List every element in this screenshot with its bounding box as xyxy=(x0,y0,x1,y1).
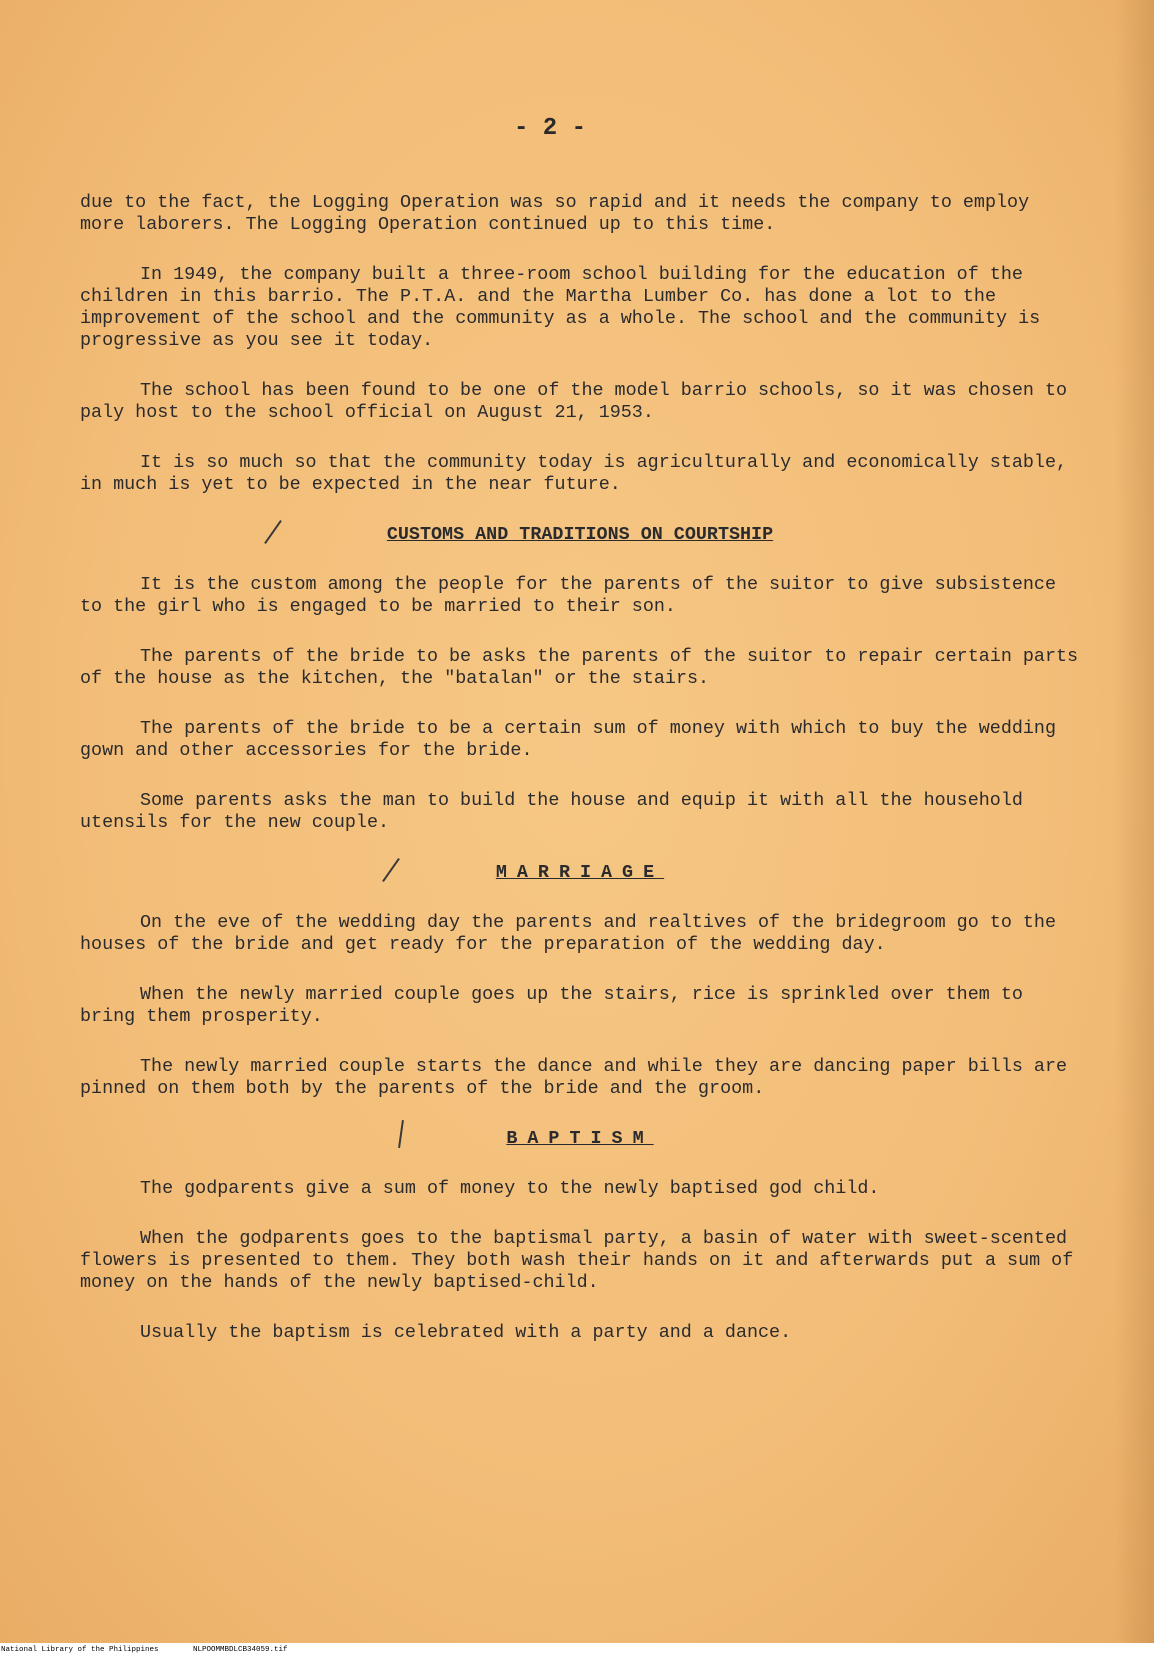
page-number: - 2 - xyxy=(513,115,586,142)
paragraph-school-building: In 1949, the company built a three-room school building for the education of the children in this barrio. The P.T.A. and the Martha Lumber Co. has done a lot to the improvement of the school and the community as a whole. The school and the community is progressive as you see it today. xyxy=(80,264,1041,351)
heading-courtship xyxy=(80,524,1080,546)
paragraph-baptism-money: The godparents give a sum of money to the newly baptised god child. xyxy=(140,1178,880,1199)
paragraph-logging-operation: due to the fact, the Logging Operation was so rapid and it needs the company to employ more laborers. The Logging Operation continued up to this time. xyxy=(80,192,1030,235)
pencil-check-mark xyxy=(264,520,282,544)
heading-marriage xyxy=(80,862,1080,884)
paragraph-baptism-party: Usually the baptism is celebrated with a party and a dance. xyxy=(140,1322,792,1343)
document-body xyxy=(80,192,1080,1372)
paragraph-marriage-dance: The newly married couple starts the dance and while they are dancing paper bills are pinned on them both by the parents of the bride and the groom. xyxy=(80,1056,1068,1099)
paragraph-marriage-rice: When the newly married couple goes up the stairs, rice is sprinkled over them to bring them prosperity. xyxy=(80,984,1023,1027)
paragraph-baptism-basin: When the godparents goes to the baptismal party, a basin of water with sweet-scented flowers is presented to them. They both wash their hands on it and afterwards put a sum of money on the hands of the newly baptised-child. xyxy=(80,1228,1074,1293)
footer-library-name: National Library of the Philippines xyxy=(1,1646,159,1654)
paragraph-model-school: The school has been found to be one of the model barrio schools, so it was chosen to paly host to the school official on August 21, 1953. xyxy=(80,380,1068,423)
pencil-mark xyxy=(398,1120,404,1148)
page-edge-shadow xyxy=(1114,0,1154,1643)
paragraph-courtship-house: Some parents asks the man to build the house and equip it with all the household utensils for the new couple. xyxy=(80,790,1023,833)
paragraph-courtship-money: The parents of the bride to be a certain sum of money with which to buy the wedding gown and other accessories for the bride. xyxy=(80,718,1057,761)
paragraph-courtship-repair: The parents of the bride to be asks the parents of the suitor to repair certain parts of the house as the kitchen, the "batalan" or the stairs. xyxy=(80,646,1079,689)
heading-baptism xyxy=(80,1128,1080,1150)
heading-baptism-text: BAPTISM xyxy=(506,1128,654,1149)
pencil-check-mark xyxy=(382,858,400,882)
heading-courtship-text: CUSTOMS AND TRADITIONS ON COURTSHIP xyxy=(386,524,774,545)
paragraph-courtship-subsistence: It is the custom among the people for the parents of the suitor to give subsistence to the girl who is engaged to be married to their son. xyxy=(80,574,1057,617)
footer-filename: NLPOOMMBDLCB34059.tif xyxy=(193,1646,288,1654)
paragraph-community-stable: It is so much so that the community today is agriculturally and economically stable, in much is yet to be expected in the near future. xyxy=(80,452,1068,495)
paragraph-marriage-eve: On the eve of the wedding day the parents and realtives of the bridegroom go to the houses of the bride and get ready for the preparation of the wedding day. xyxy=(80,912,1057,955)
scan-footer xyxy=(0,1643,1154,1658)
heading-marriage-text: MARRIAGE xyxy=(495,862,665,883)
